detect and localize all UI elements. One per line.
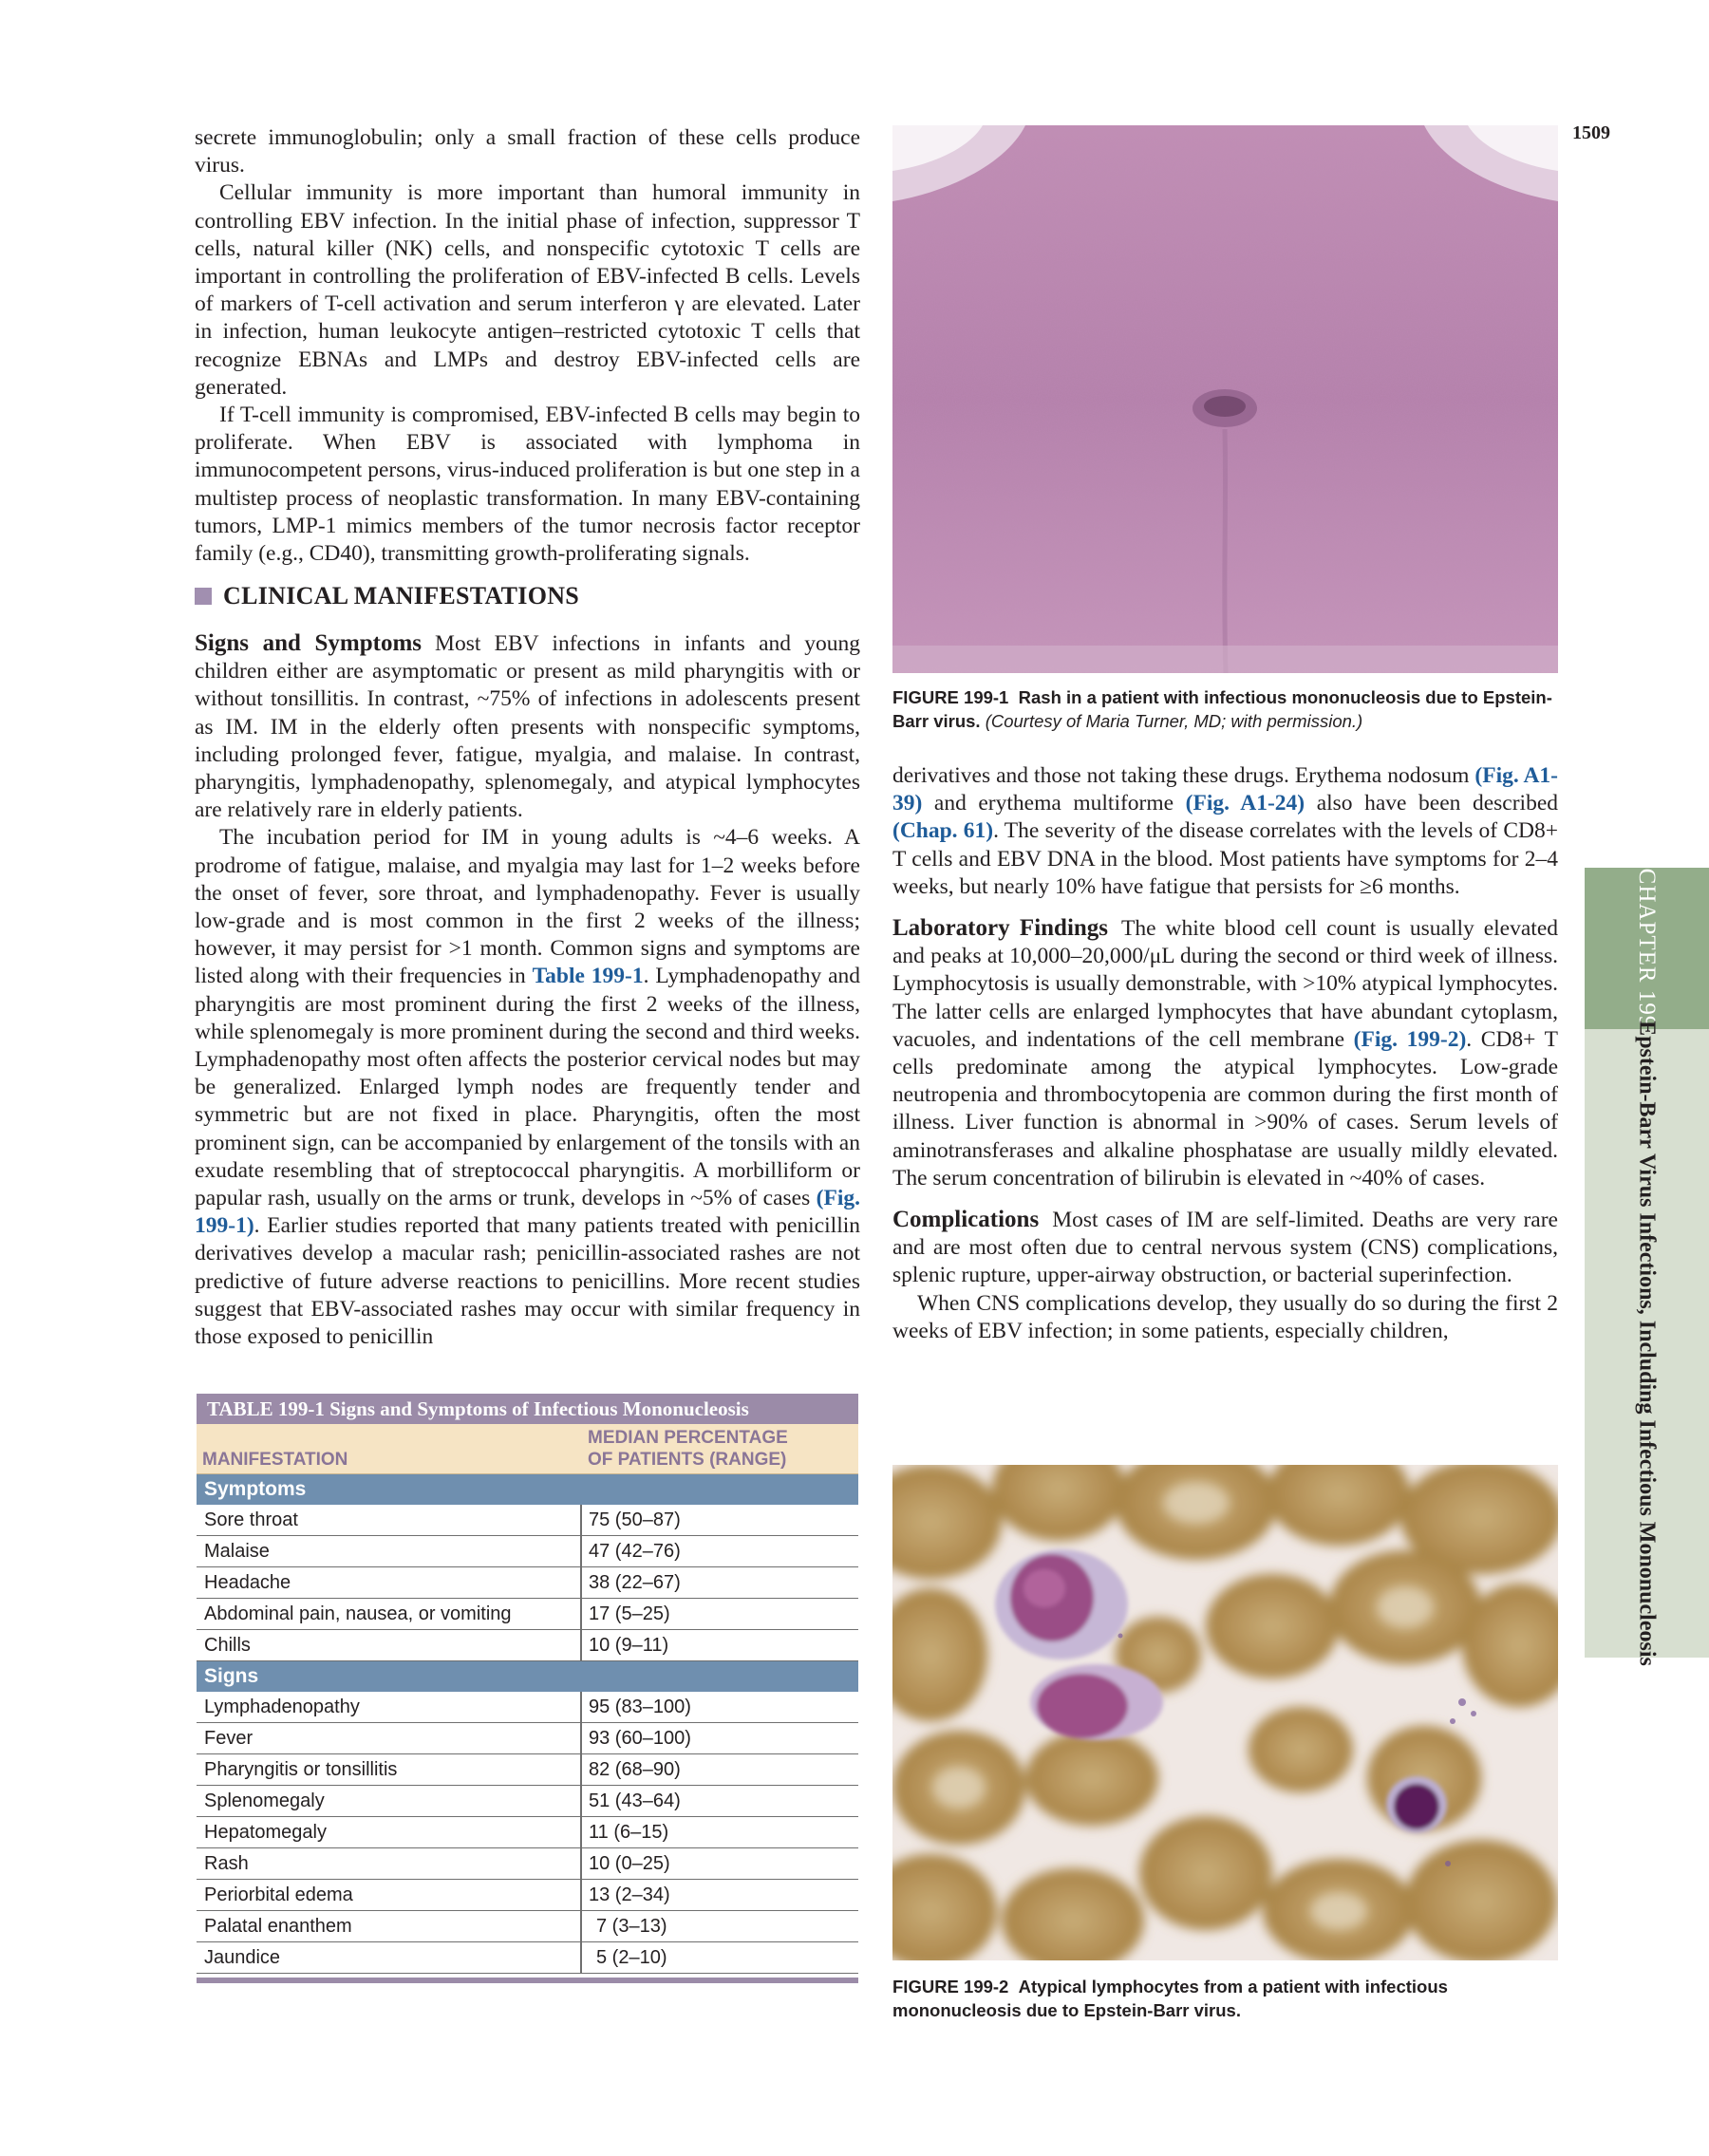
table-bottom-rule <box>197 1978 858 1983</box>
figure-reference-link[interactable]: (Fig. A1-39) <box>892 763 1559 816</box>
row-value: 17 (5–25) <box>589 1603 670 1624</box>
paragraph <box>892 914 1558 1192</box>
row-value: 75 (50–87) <box>589 1509 681 1530</box>
rash-photo <box>892 125 1558 673</box>
row-value: 82 (68–90) <box>589 1759 681 1780</box>
row-value: 11 (6–15) <box>589 1822 669 1843</box>
signs-symptoms-table <box>197 1394 858 1983</box>
paragraph <box>195 824 860 1351</box>
chapter-reference-link[interactable]: (Chap. 61) <box>892 818 994 844</box>
row-value: 5 (2–10) <box>596 1947 667 1968</box>
table-row <box>197 1692 858 1723</box>
table-reference-link[interactable]: Table 199-1 <box>532 964 644 989</box>
heading-square-icon <box>195 588 212 605</box>
table-row <box>197 1536 858 1567</box>
row-label: Splenomegaly <box>204 1790 325 1811</box>
paragraph-text: also have been described <box>1316 791 1558 816</box>
column-header-percentage: MEDIAN PERCENTAGE OF PATIENTS (RANGE) <box>588 1428 788 1470</box>
paragraph-text: and erythema multiforme <box>933 791 1174 816</box>
figure-1-label: FIGURE 199-1 <box>892 687 1009 707</box>
paragraph: If T-cell immunity is compromised, EBV-infected B cells may begin to proliferate. When EBV is associated with lymphoma in immunocompetent persons, virus-induced proliferation is but one step in a multistep process of neoplastic transformation. In many EBV-containing tumors, LMP-1 mimics members of the tumor necrosis factor receptor family (e.g., CD40), transmitting growth-proliferating signals. <box>195 403 860 567</box>
figure-1-caption <box>892 685 1558 733</box>
row-label: Periorbital edema <box>204 1884 353 1905</box>
figure-2-label: FIGURE 199-2 <box>892 1977 1009 1997</box>
table-title: TABLE 199-1 Signs and Symptoms of Infectious Mononucleosis <box>197 1394 858 1424</box>
table-row <box>197 1723 858 1754</box>
paragraph-text: The incubation period for IM in young adults is ~4–6 weeks. A prodrome of fatigue, malaise, and myalgia may last for 1–2 weeks before the onset of fever, sore throat, and lymphadenopathy. Fever is usually low-grade and is most common in the first 2 weeks of the illness; however, it may persist for >1 month. Common signs and symptoms are listed along with their frequencies in <box>195 825 860 989</box>
figure-2-caption <box>892 1975 1558 2022</box>
paragraph-text: . Earlier studies reported that many patients treated with penicillin derivatives develop a macular rash; penicillin-associated rashes are not predictive of future adverse reactions to penicillins. More recent studies suggest that EBV-associated rashes may occur with similar frequency in those exposed to penicillin <box>195 1213 860 1350</box>
table-row <box>197 1848 858 1880</box>
row-label: Rash <box>204 1853 249 1874</box>
paragraph <box>892 1206 1558 1290</box>
row-value: 47 (42–76) <box>589 1541 681 1562</box>
table-row <box>197 1630 858 1661</box>
row-label: Palatal enanthem <box>204 1916 352 1937</box>
row-label: Pharyngitis or tonsillitis <box>204 1759 398 1780</box>
row-label: Sore throat <box>204 1509 298 1530</box>
row-value: 95 (83–100) <box>589 1697 691 1717</box>
table-row <box>197 1880 858 1911</box>
table-row <box>197 1942 858 1974</box>
paragraph-text: . Lymphadenopathy and pharyngitis are most prominent during the first 2 weeks of the illness, while splenomegaly is more prominent during the second and third weeks. Lymphadenopathy most often affects the posterior cervical nodes but may be generalized. Enlarged lymph nodes are frequently tender and symmetric but are not fixed in place. Pharyngitis, often the most prominent sign, can be accompanied by enlargement of the tonsils with an exudate resembling that of streptococcal pharyngitis. A morbilliform or papular rash, usually on the arms or trunk, develops in ~5% of cases <box>195 964 861 1211</box>
row-value: 10 (9–11) <box>589 1635 669 1656</box>
table-row <box>197 1911 858 1942</box>
paragraph-text: . The severity of the disease correlates with the levels of CD8+ T cells and EBV DNA in the blood. Most patients have symptoms for 2–4 weeks, but nearly 10% have fatigue that persists for ≥6 months. <box>892 818 1559 899</box>
row-label: Malaise <box>204 1541 270 1562</box>
figure-1-credit: (Courtesy of Maria Turner, MD; with permission.) <box>985 711 1363 731</box>
row-value: 38 (22–67) <box>589 1572 681 1593</box>
table-section-signs: Signs <box>197 1661 858 1692</box>
figure-reference-link[interactable]: (Fig. A1-24) <box>1185 791 1305 816</box>
table-header <box>197 1424 858 1474</box>
row-value: 51 (43–64) <box>589 1790 681 1811</box>
paragraph-text: The white blood cell count is usually elevated and peaks at 10,000–20,000/μL during the second or third week of illness. Lymphocytosis is usually demonstrable, with >10% atypical lymphocytes. The latter cells are enlarged lymphocytes that have abundant cytoplasm, vacuoles, and indentations of the cell membrane <box>892 916 1558 1052</box>
blood-smear-photo <box>892 1465 1558 1960</box>
row-label: Headache <box>204 1572 291 1593</box>
paragraph-text: Most cases of IM are self-limited. Deaths are very rare and are most often due to central nervous system (CNS) complications, splenic rupture, upper-airway obstruction, or bacterial superinfection. <box>892 1208 1558 1288</box>
page-number: 1509 <box>1572 122 1610 143</box>
runin-heading: Complications <box>892 1207 1040 1233</box>
column-header-manifestation: MANIFESTATION <box>202 1450 348 1470</box>
row-label: Fever <box>204 1728 254 1749</box>
row-value: 7 (3–13) <box>596 1916 667 1937</box>
table-row <box>197 1754 858 1786</box>
table-row <box>197 1786 858 1817</box>
table-row <box>197 1599 858 1630</box>
figure-reference-link[interactable]: (Fig. 199-1) <box>195 1186 861 1239</box>
table-section-symptoms: Symptoms <box>197 1474 858 1505</box>
table-row <box>197 1505 858 1536</box>
chapter-number: CHAPTER 199 <box>1634 868 1660 1029</box>
row-value: 13 (2–34) <box>589 1884 670 1905</box>
row-label: Chills <box>204 1635 251 1656</box>
heading-text: CLINICAL MANIFESTATIONS <box>223 582 580 609</box>
section-heading <box>195 582 579 610</box>
left-column-bottom <box>195 629 860 1351</box>
paragraph: Cellular immunity is more important than humoral immunity in controlling EBV infection. In the initial phase of infection, suppressor T cells, natural killer (NK) cells, and nonspecific cytotoxic T cells are important in controlling the proliferation of EBV-infected B cells. Levels of markers of T-cell activation and serum interferon γ are elevated. Later in infection, human leukocyte antigen–restricted cytotoxic T cells that recognize EBNAs and LMPs and destroy EBV-infected cells are generated. <box>195 180 860 400</box>
figure-2-caption-text: Atypical lymphocytes from a patient with infectious mononucleosis due to Epstein-Barr virus. <box>892 1977 1448 2020</box>
row-label: Hepatomegaly <box>204 1822 327 1843</box>
paragraph <box>892 762 1558 901</box>
paragraph-text: . CD8+ T cells predominate among the atypical lymphocytes. Low-grade neutropenia and thrombocytopenia are common during the first month of illness. Liver function is abnormal in >90% of cases. Serum levels of aminotransferases and alkaline phosphatase are usually mildly elevated. The serum concentration of bilirubin is elevated in ~40% of cases. <box>892 1026 1558 1190</box>
paragraph <box>195 629 860 824</box>
row-label: Lymphadenopathy <box>204 1697 360 1717</box>
runin-heading: Laboratory Findings <box>892 915 1109 942</box>
row-value: 10 (0–25) <box>589 1853 670 1874</box>
figure-reference-link[interactable]: (Fig. 199-2) <box>1353 1026 1467 1052</box>
chapter-title: Epstein-Barr Virus Infections, Including Infectious Mononucleosis <box>1634 1021 1660 1666</box>
table-row <box>197 1567 858 1599</box>
paragraph-text: Most EBV infections in infants and young children either are asymptomatic or present as mild pharyngitis with or without tonsillitis. In contrast, ~75% of infections in adolescents present as IM. IM in the elderly often presents with nonspecific symptoms, including prolonged fever, fatigue, myalgia, and malaise. In contrast, pharyngitis, lymphadenopathy, splenomegaly, and atypical lymphocytes are relatively rare in elderly patients. <box>195 631 860 823</box>
table-row <box>197 1817 858 1848</box>
paragraph: When CNS complications develop, they usually do so during the first 2 weeks of EBV infection; in some patients, especially children, <box>892 1290 1558 1343</box>
row-label: Abdominal pain, nausea, or vomiting <box>204 1603 512 1624</box>
paragraph-text: derivatives and those not taking these drugs. Erythema nodosum <box>892 763 1470 788</box>
left-column-top <box>195 124 860 568</box>
figure-1-caption-text: Rash in a patient with infectious mononucleosis due to Epstein-Barr virus. <box>892 687 1552 731</box>
paragraph: secrete immunoglobulin; only a small fraction of these cells produce virus. <box>195 125 860 178</box>
row-value: 93 (60–100) <box>589 1728 691 1749</box>
row-label: Jaundice <box>204 1947 281 1968</box>
runin-heading: Signs and Symptoms <box>195 630 423 656</box>
right-column <box>892 762 1558 1345</box>
